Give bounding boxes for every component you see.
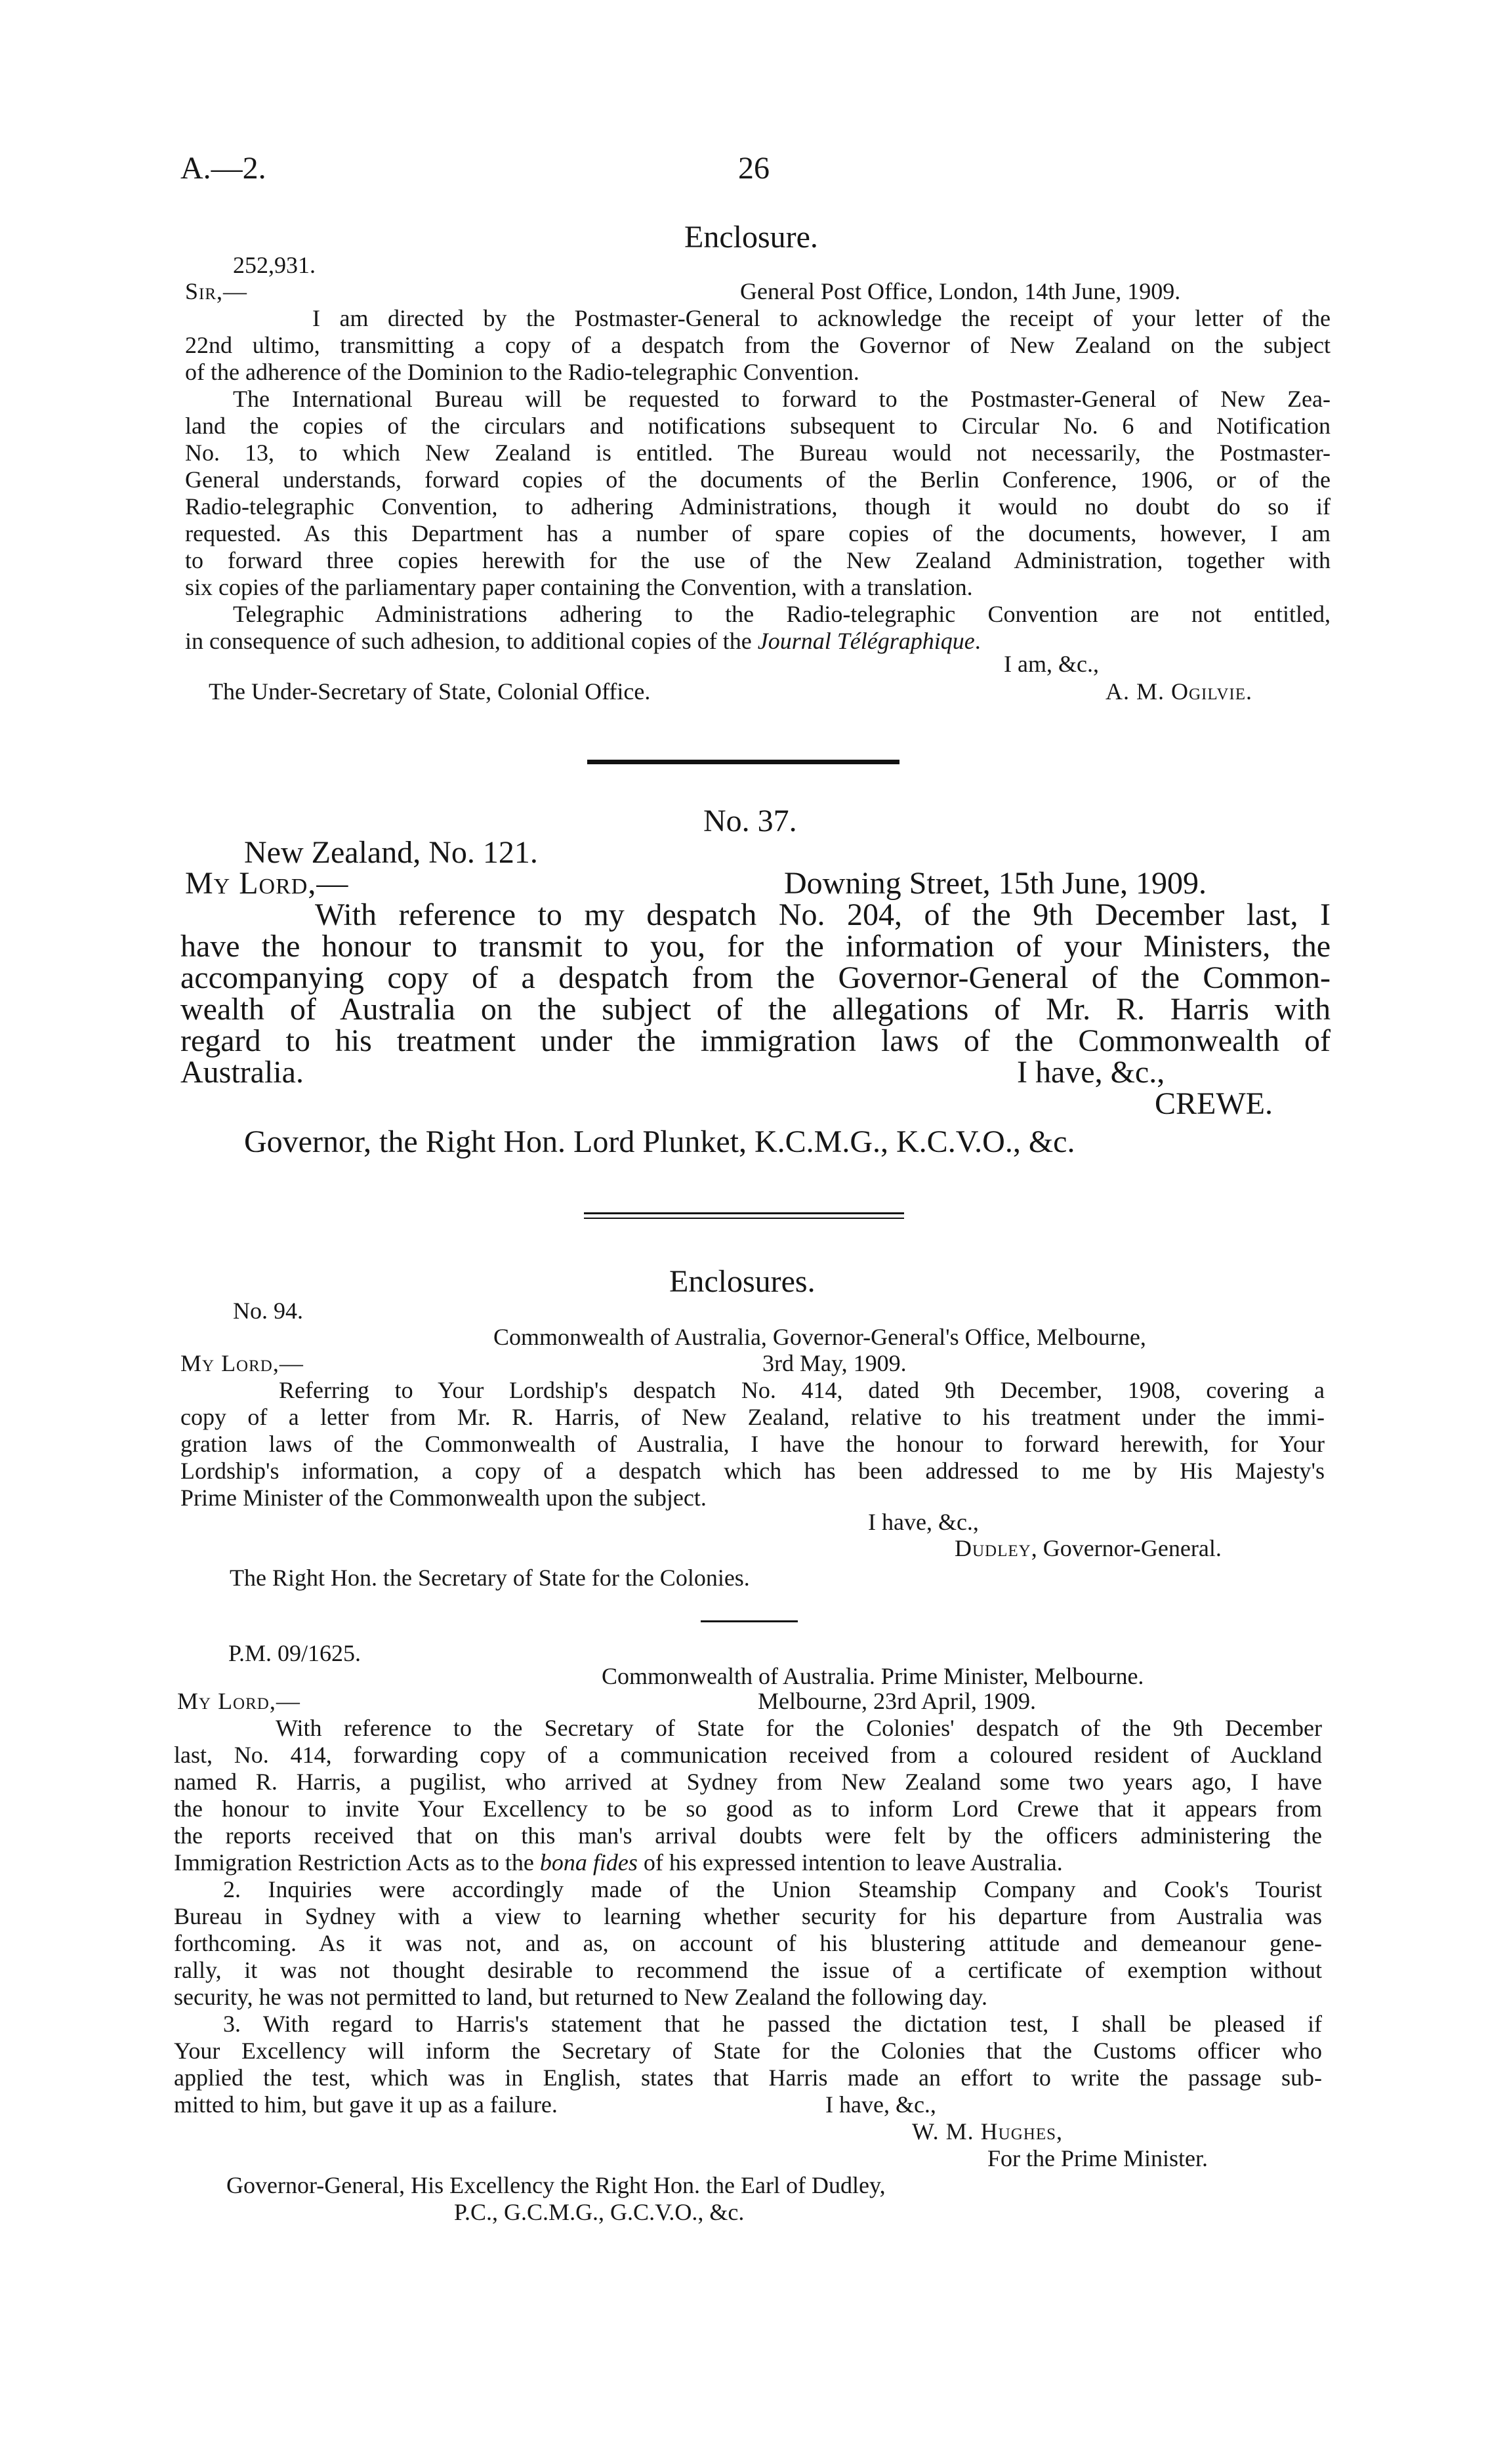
page-number: 26	[738, 151, 770, 186]
place-date: General Post Office, London, 14th June, 1909.	[740, 278, 1181, 304]
body-line: Lordship's information, a copy of a despatch which has been addressed to me by His Majesty's	[180, 1458, 1325, 1484]
salutation: Sir,—	[185, 278, 248, 304]
recipient-line-2: P.C., G.C.M.G., G.C.V.O., &c.	[454, 2199, 745, 2225]
section-heading: No. 37.	[703, 804, 797, 838]
body-line: the honour to invite Your Excellency to be so good as to inform Lord Crewe that it appears from	[174, 1796, 1322, 1822]
body-line: applied the test, which was in English, states that Harris made an effort to write the passage sub-	[174, 2064, 1322, 2091]
body-line: 3. With regard to Harris's statement that he passed the dictation test, I shall be pleased if	[223, 2011, 1322, 2037]
body-line: General understands, forward copies of the documents of the Berlin Conference, 1906, or of the	[185, 466, 1331, 493]
body-line: No. 13, to which New Zealand is entitled. The Bureau would not necessarily, the Postmaster-	[185, 440, 1331, 466]
body-line: forthcoming. As it was not, and as, on account of his blustering attitude and demeanour gene-	[174, 1930, 1322, 1956]
recipient: The Under-Secretary of State, Colonial Office.	[209, 678, 651, 705]
short-divider	[701, 1620, 798, 1622]
signature: A. M. Ogilvie.	[1106, 678, 1253, 705]
section-heading: Enclosure.	[684, 220, 818, 255]
body-line: Prime Minister of the Commonwealth upon the subject.	[180, 1485, 707, 1511]
signature-title: For the Prime Minister.	[987, 2145, 1208, 2171]
body-line: Telegraphic Administrations adhering to the Radio-telegraphic Convention are not entitled,	[233, 601, 1331, 627]
place: Commonwealth of Australia. Prime Minister, Melbourne.	[602, 1663, 1144, 1689]
section-divider-thick	[587, 760, 899, 764]
salutation: My Lord,—	[185, 866, 349, 901]
document-reference: A.—2.	[180, 151, 266, 186]
body-line: Bureau in Sydney with a view to learning whether security for his departure from Australia was	[174, 1903, 1322, 1929]
body-line-last: in consequence of such adhesion, to additional copies of the Journal Télégraphique.	[185, 628, 981, 654]
place-date: Downing Street, 15th June, 1909.	[784, 866, 1207, 901]
body-line: With reference to the Secretary of State for the Colonies' despatch of the 9th December	[276, 1715, 1322, 1741]
body-line: accompanying copy of a despatch from the Governor-General of the Common-	[180, 960, 1331, 995]
body-line: regard to his treatment under the immigration laws of the Commonwealth of	[180, 1023, 1331, 1058]
signature: Dudley, Governor-General.	[955, 1535, 1222, 1561]
closing: I have, &c.,	[868, 1509, 979, 1535]
body-line: land the copies of the circulars and notifications subsequent to Circular No. 6 and Notification	[185, 413, 1331, 439]
body-line: six copies of the parliamentary paper containing the Convention, with a translation.	[185, 574, 973, 600]
body-line: Immigration Restriction Acts as to the bona fides of his expressed intention to leave Australia.	[174, 1849, 1063, 1876]
body-line: to forward three copies herewith for the use of the New Zealand Administration, together with	[185, 547, 1331, 573]
letter-number: P.M. 09/1625.	[228, 1640, 362, 1666]
body-line: named R. Harris, a pugilist, who arrived at Sydney from New Zealand some two years ago, I have	[174, 1769, 1322, 1795]
recipient: Governor, the Right Hon. Lord Plunket, K.C.M.G., K.C.V.O., &c.	[244, 1124, 1075, 1159]
body-line: copy of a letter from Mr. R. Harris, of New Zealand, relative to his treatment under the immi-	[180, 1404, 1325, 1430]
closing: I have, &c.,	[1017, 1055, 1165, 1090]
salutation: My Lord,—	[180, 1350, 304, 1376]
date: 3rd May, 1909.	[762, 1350, 907, 1376]
body-line: Referring to Your Lordship's despatch No. 414, dated 9th December, 1908, covering a	[279, 1377, 1325, 1403]
body-line: last, No. 414, forwarding copy of a communication received from a coloured resident of Auckland	[174, 1742, 1322, 1768]
latin-phrase: bona fides	[539, 1849, 638, 1876]
body-line: have the honour to transmit to you, for the information of your Ministers, the	[180, 929, 1331, 964]
despatch-series: New Zealand, No. 121.	[244, 835, 538, 870]
body-line: Radio-telegraphic Convention, to adhering Administrations, though it would no doubt do so if	[185, 493, 1331, 520]
section-divider-double	[584, 1212, 904, 1214]
body-line: gration laws of the Commonwealth of Australia, I have the honour to forward herewith, for Your	[180, 1431, 1325, 1457]
body-line: I am directed by the Postmaster-General to acknowledge the receipt of your letter of the	[312, 305, 1331, 331]
body-line: 22nd ultimo, transmitting a copy of a despatch from the Governor of New Zealand on the subject	[185, 332, 1331, 358]
body-line: Australia.	[180, 1055, 304, 1090]
body-line: 2. Inquiries were accordingly made of the Union Steamship Company and Cook's Tourist	[223, 1876, 1322, 1902]
body-line: security, he was not permitted to land, but returned to New Zealand the following day.	[174, 1984, 987, 2010]
body-line: mitted to him, but gave it up as a failure.	[174, 2091, 558, 2118]
body-line: The International Bureau will be requested to forward to the Postmaster-General of New Zea-	[233, 386, 1331, 412]
journal-title: Journal Télégraphique	[757, 628, 975, 654]
recipient-line-1: Governor-General, His Excellency the Right Hon. the Earl of Dudley,	[226, 2172, 886, 2198]
section-divider-double-lower	[584, 1218, 904, 1219]
body-line: With reference to my despatch No. 204, of the 9th December last, I	[315, 897, 1331, 932]
date: Melbourne, 23rd April, 1909.	[758, 1688, 1036, 1714]
signature: W. M. Hughes,	[912, 2118, 1064, 2145]
body-line: wealth of Australia on the subject of the allegations of Mr. R. Harris with	[180, 992, 1331, 1027]
body-line: the reports received that on this man's arrival doubts were felt by the officers administering the	[174, 1822, 1322, 1849]
letter-number: No. 94.	[233, 1298, 303, 1324]
signature: CREWE.	[1155, 1086, 1273, 1121]
body-line: of the adherence of the Dominion to the Radio-telegraphic Convention.	[185, 359, 859, 385]
section-heading: Enclosures.	[669, 1264, 816, 1299]
body-line: Your Excellency will inform the Secretary of State for the Colonies that the Customs officer who	[174, 2038, 1322, 2064]
salutation: My Lord,—	[177, 1688, 300, 1714]
closing: I am, &c.,	[1004, 651, 1099, 677]
body-line: requested. As this Department has a number of spare copies of the documents, however, I am	[185, 520, 1331, 546]
letter-number: 252,931.	[233, 252, 316, 278]
recipient: The Right Hon. the Secretary of State for the Colonies.	[230, 1565, 750, 1591]
closing: I have, &c.,	[825, 2091, 936, 2118]
place: Commonwealth of Australia, Governor-General's Office, Melbourne,	[493, 1324, 1146, 1350]
body-line: rally, it was not thought desirable to recommend the issue of a certificate of exemption without	[174, 1957, 1322, 1983]
